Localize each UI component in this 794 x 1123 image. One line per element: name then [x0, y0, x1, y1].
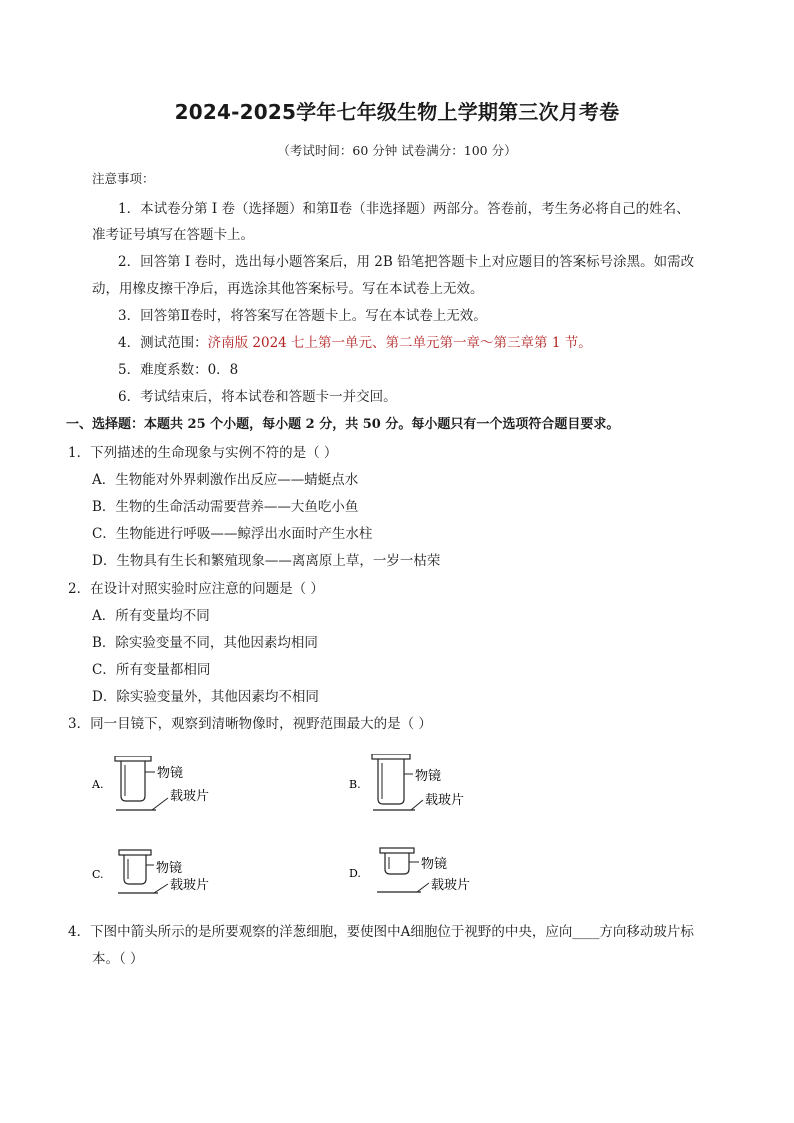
objective-label: 物镜 — [415, 769, 442, 784]
figure-b-letter: B. — [349, 778, 361, 791]
figure-c-letter: C. — [92, 868, 104, 881]
objective-barrel — [124, 855, 146, 884]
objective-label: 物镜 — [156, 861, 183, 876]
note-3: 3．回答第Ⅱ卷时，将答案写在答题卡上。写在本试卷上无效。 — [118, 308, 487, 324]
note-2-line-2: 动，用橡皮擦干净后，再选涂其他答案标号。写在本试卷上无效。 — [92, 281, 484, 297]
q3-figure-a — [88, 756, 258, 826]
notes-heading: 注意事项： — [92, 171, 155, 186]
figure-d-letter: D. — [349, 867, 361, 880]
slide-label: 载玻片 — [170, 878, 210, 893]
note-6: 6．考试结束后，将本试卷和答题卡一并交回。 — [118, 389, 397, 405]
q1-option-c: C．生物能进行呼吸——鲸浮出水面时产生水柱 — [92, 526, 373, 542]
q3-figure-c — [88, 846, 258, 906]
q1-option-b: B．生物的生命活动需要营养——大鱼吃小鱼 — [92, 499, 359, 515]
note-5: 5．难度系数：0．8 — [118, 362, 239, 378]
objective-collar — [372, 754, 410, 759]
q2-option-b: B．除实验变量不同，其他因素均相同 — [92, 635, 318, 651]
q2-option-c: C．所有变量都相同 — [92, 662, 211, 678]
q2-option-d: D．除实验变量外，其他因素均不相同 — [92, 689, 319, 705]
slide-label: 载玻片 — [425, 793, 465, 808]
objective-label: 物镜 — [157, 766, 184, 781]
objective-collar — [380, 848, 414, 853]
note-4-prefix: 4．测试范围： — [118, 335, 208, 351]
q1-stem: 1．下列描述的生命现象与实例不符的是（ ） — [68, 445, 338, 461]
slide-pointer — [417, 883, 429, 892]
q3-stem: 3．同一目镜下，观察到清晰物像时，视野范围最大的是（ ） — [68, 716, 432, 732]
q4-line-2: 本。（ ） — [92, 951, 144, 967]
q2-option-a: A．所有变量均不同 — [92, 608, 210, 624]
note-1-line-2: 准考证号填写在答题卡上。 — [92, 227, 254, 243]
exam-subtitle: （考试时间：60 分钟 试卷满分：100 分） — [277, 143, 517, 158]
q1-option-a: A．生物能对外界刺激作出反应——蜻蜓点水 — [92, 472, 359, 488]
exam-title: 2024-2025学年七年级生物上学期第三次月考卷 — [174, 100, 620, 124]
objective-label: 物镜 — [421, 857, 448, 872]
note-2-line-1: 2．回答第 I 卷时，选出每小题答案后，用 2B 铅笔把答题卡上对应题目的答案标号涂黑。如需改 — [118, 254, 695, 270]
q3-figure-b — [345, 754, 525, 824]
slide-pointer — [411, 800, 423, 810]
objective-collar — [115, 756, 151, 761]
q2-stem: 2．在设计对照实验时应注意的问题是（ ） — [68, 581, 324, 597]
q4-line-1: 4．下图中箭头所示的是所要观察的洋葱细胞，要使图中A细胞位于视野的中央，应向____方向移动玻片标 — [68, 924, 694, 940]
objective-collar — [119, 850, 151, 855]
q3-figure-d — [345, 846, 525, 906]
slide-pointer — [154, 884, 168, 893]
note-4 — [118, 331, 592, 351]
section-1-heading: 一、选择题：本题共 25 个小题，每小题 2 分，共 50 分。每小题只有一个选项符合题目要求。 — [66, 417, 620, 432]
slide-label: 载玻片 — [170, 789, 210, 804]
figure-a-letter: A. — [92, 778, 104, 791]
slide-label: 载玻片 — [431, 878, 471, 893]
note-1-line-1: 1．本试卷分第 I 卷（选择题）和第Ⅱ卷（非选择题）两部分。答卷前，考生务必将自己的姓名、 — [118, 201, 690, 217]
note-4-range: 济南版 2024 七上第一单元、第二单元第一章～第三章第 1 节。 — [207, 335, 592, 351]
slide-pointer — [152, 798, 168, 810]
q1-option-d: D．生物具有生长和繁殖现象——离离原上草，一岁一枯荣 — [92, 553, 441, 569]
